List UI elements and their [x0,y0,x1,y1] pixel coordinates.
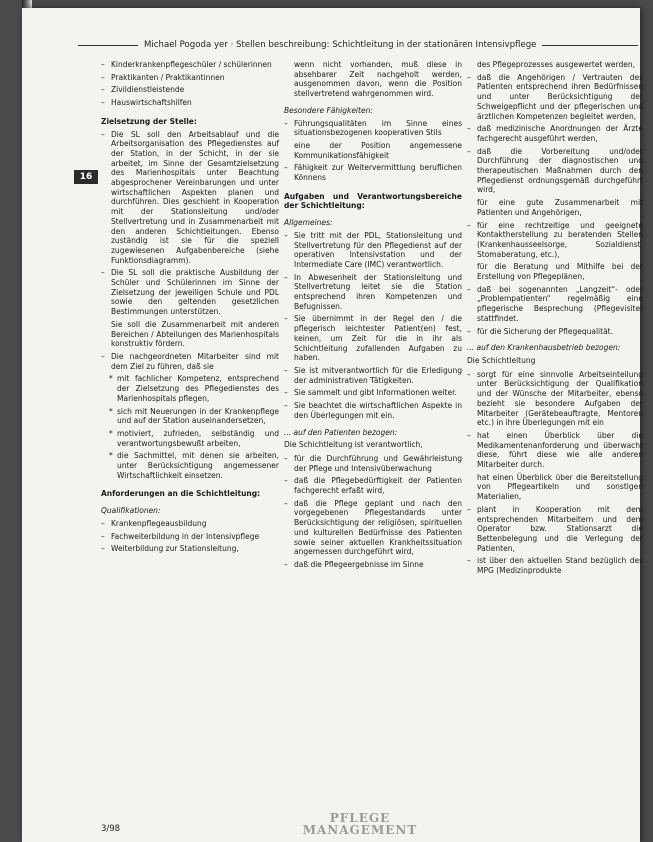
list-item: – für die Durchführung und Gewährleistung der Pflege und Intensivüberwachung [284,454,462,473]
list-item: – Praktikanten / Praktikantinnen [101,73,279,83]
list-item: – Zivildienstleistende [101,85,279,95]
list-item: – Sie ist mitverantwortlich für die Erledigung der administrativen Tätigkeiten. [284,366,462,385]
subsection-label: ... auf den Krankenhausbetrieb bezogen: [467,343,621,353]
list-item: – daß medizinische Anordnungen der Ärzte fachgerecht ausgeführt werden, [467,124,643,143]
page-number: 3/98 [101,824,121,834]
paragraph: Sie soll die Zusammenarbeit mit anderen Bereichen / Abteilungen des Marienhospitals konstruktiv fördern. [111,319,279,349]
list-item: – für eine rechtzeitige und geeignete Kontaktherstellung zu beratenden Stellen (Krankenhausseelsorge, Sozialdienst, Stomaberatung, etc.), [467,221,643,260]
subsection-label: Besondere Fähigkeiten: [284,105,373,115]
running-header [78,40,638,50]
paragraph: Die Schichtleitung ist verantwortlich, [284,440,423,450]
list-item: – Die nachgeordneten Mitarbeiter sind mit dem Ziel zu führen, daß sie [101,352,279,371]
header-text: Michael Pogoda yer · Stellen beschreibung: Schichtleitung in der stationären Intensivpflege [144,40,537,50]
paragraph: wenn nicht vorhanden, muß diese in absehbarer Zeit nachgeholt werden, ausgenommen davon, wenn die Position stellvertretend wahrgenommen wird. [294,60,462,99]
column-3 [467,60,643,579]
header-rule-right [542,45,638,46]
publication-logo [300,812,420,836]
list-item: – Fachweiterbildung in der Intensivpflege [101,532,279,542]
list-item: – Sie sammelt und gibt Informationen weiter. [284,388,462,398]
subsection-label: Qualifikationen: [101,506,161,516]
list-item: – Sie beachtet die wirtschaftlichen Aspekte in den Überlegungen mit ein. [284,401,462,420]
list-item: – ist über den aktuellen Stand bezüglich des MPG (Medizinprodukte [467,556,643,575]
list-item: – hat einen Überblick über die Medikamentenanforderung und überwacht diese, führt diese wie alle anderen Mitarbeiter durch. [467,431,643,470]
list-item: – daß bei sogenannten „Langzeit“- oder „Problempatienten“ regelmäßig eine pflegerische Besprechung (Pflegevisite) stattfindet. [467,285,643,324]
section-heading: Anforderungen an die Schichtleitung: [101,489,261,499]
header-rule-left [78,45,138,46]
sub-item: * mit fachlicher Kompetenz, entsprechend der Zielsetzung des Pflegedienstes des Marienhospitals pflegen, [101,374,279,403]
list-item: – Kinderkrankenpflegeschüler / schülerinnen [101,60,279,70]
list-item: – Die SL soll den Arbeitsablauf und die Arbeitsorganisation des Pflegedienstes auf der Station, in der Schicht, in der sie arbeitet, im Sinne der Gesamtzielsetzung des Marienhospitals unter Beachtung abgesprochener Vereinbarungen und unter wirtschaftlichen Aspekten planen und durchführen. Dies geschieht in Kooperation mit der Stationsleitung und/oder Stellvertretung und in Zusammenarbeit mit den anderen Schichtleitungen. Ebenso zuständig ist sie für die speziell zugewiesenen Aufgabenbereiche (siehe Funktionsdiagramm). [101,130,279,266]
page-tab: 16 [74,170,98,184]
sub-item: * sich mit Neuerungen in der Krankenpflege und auf der Station auseinandersetzen, [101,407,279,426]
list-item: – Führungsqualitäten im Sinne eines situationsbezogenen kooperativen Stils [284,119,462,138]
subsection-label: ... auf den Patienten bezogen: [284,427,398,437]
paragraph: Die Schichtleitung [467,355,536,365]
column-2 [284,60,462,573]
list-item: – Die SL soll die praktische Ausbildung der Schüler und Schülerinnen im Sinne der Zielsetzung der jeweiligen Schule und PDL sowie den geltenden gesetzlichen Bestimmungen unterstützen. [101,268,279,317]
list-item: – daß die Pflege geplant und nach den vorgegebenen Pflegestandards unter Berücksichtigung der religiösen, spirituellen und kulturellen Bedürfnisse des Patienten sowie seiner aktuellen Krankheitssituation angemessen durchgeführt wird, [284,499,462,557]
paragraph: für die Beratung und Mithilfe bei der Erstellung von Pflegeplänen, [477,262,643,282]
logo-line-1: PFLEGE [329,811,391,825]
list-item: – Sie übernimmt in der Regel den / die pflegerisch leichtester Patient(en) fest, keinen, um Zeit für die in ihr als Schichtleitung zufallenden Aufgaben zu haben. [284,314,462,363]
paragraph: hat einen Überblick über die Bereitstellung von Pflegeartikeln und sonstigen Materialien, [477,472,643,502]
list-item: – Weiterbildung zur Stationsleitung, [101,544,279,554]
section-heading: Aufgaben und Verantwortungsbereiche der Schichtleitung: [284,191,462,211]
paragraph: für eine gute Zusammenarbeit mit Patienten und Angehörigen, [477,198,643,217]
list-item: – daß die Vorbereitung und/oder Durchführung der diagnostischen und therapeutischen Maßnahmen durch den Pflegedienst ordnungsgemäß durchgeführt wird, [467,147,643,196]
list-item: – Sie tritt mit der PDL, Stationsleitung und Stellvertretung für den Pflegedienst auf der operativen Intensivstation und der Intermediate Care (IMC) verantwortlich. [284,231,462,270]
sub-item: * motiviert, zufrieden, selbständig und verantwortungsbewußt arbeiten, [101,429,279,448]
sub-item: * die Sachmittel, mit denen sie arbeiten, unter Berücksichtigung angemessener Wirtschaftlichkeit einsetzen. [101,451,279,480]
list-item: – In Abwesenheit der Stationsleitung und Stellvertretung leitet sie die Station entsprechend ihren Kompetenzen und Befugnissen. [284,273,462,312]
list-item: – daß die Angehörigen / Vertrauten des Patienten entsprechend ihren Bedürfnissen und unter Berücksichtigung der Schweigepflicht und der pflegerischen und ärztlichen Kompetenzen begleitet werden, [467,73,643,122]
paragraph: eine der Position angemessene Kommunikationsfähigkeit [294,140,462,160]
list-item: – daß die Pflegeergebnisse im Sinne [284,560,462,570]
list-item: – sorgt für eine sinnvolle Arbeitseinteilung unter Berücksichtigung der Qualifikation und der Wünsche der Mitarbeiter, ebenso bezieht sie besondere Aufgaben der Mitarbeiter (Gerätebeauftragte, Mentoren etc.) in ihre Überlegungen mit ein [467,370,643,428]
list-item: – plant in Kooperation mit dem entsprechenden Mitarbeitern und dem Operator bzw. Stationsarzt die Bettenbelegung und die Verlegung der Patienten, [467,505,643,554]
list-item: – Hauswirtschaftshilfen [101,98,279,108]
column-1 [101,60,279,557]
list-item: – Krankenpflegeausbildung [101,519,279,529]
section-heading: Zielsetzung der Stelle: [101,116,197,126]
list-item: – daß die Pflegebedürftigkeit der Patienten fachgerecht erfaßt wird, [284,476,462,495]
list-item: – Fähigkeit zur Weitervermittlung beruflichen Könnens [284,163,462,182]
list-item: – für die Sicherung der Pflegequalität. [467,327,643,337]
paragraph: des Pflegeprozesses ausgewertet werden, [477,60,635,69]
logo-line-2: MANAGEMENT [302,823,418,837]
subsection-label: Allgemeines: [284,218,333,228]
